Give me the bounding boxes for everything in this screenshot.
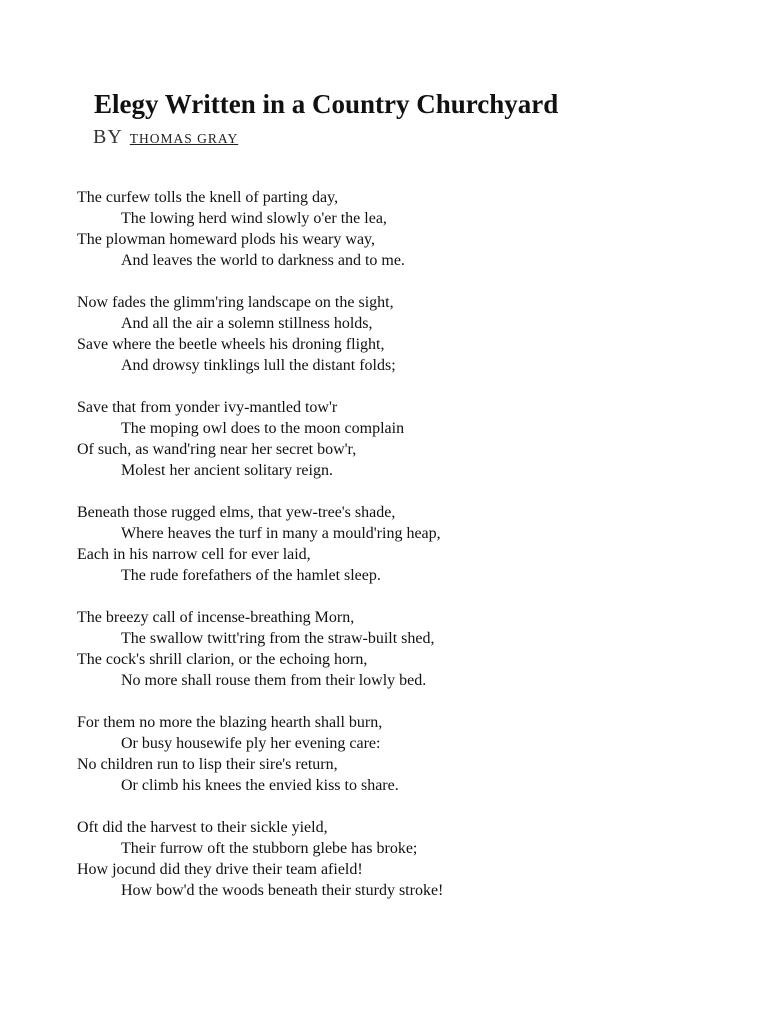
poem-line: The lowing herd wind slowly o'er the lea, xyxy=(121,210,387,227)
poem-line: Beneath those rugged elms, that yew-tree's shade, xyxy=(77,504,396,521)
poem-line: The breezy call of incense-breathing Morn, xyxy=(77,609,355,626)
poem-line: The cock's shrill clarion, or the echoing horn, xyxy=(77,651,368,668)
poem-body xyxy=(77,187,443,922)
poem-line: Oft did the harvest to their sickle yield, xyxy=(77,819,328,836)
poem-line: The swallow twitt'ring from the straw-built shed, xyxy=(121,630,435,647)
poem-line: Save that from yonder ivy-mantled tow'r xyxy=(77,399,338,416)
poem-line: Or busy housewife ply her evening care: xyxy=(121,735,381,752)
stanza xyxy=(77,187,443,271)
stanza xyxy=(77,502,443,586)
poem-line: Save where the beetle wheels his droning flight, xyxy=(77,336,385,353)
poem-line: And leaves the world to darkness and to me. xyxy=(121,252,405,269)
poem-line: No children run to lisp their sire's return, xyxy=(77,756,338,773)
poem-line: Each in his narrow cell for ever laid, xyxy=(77,546,311,563)
poem-line: Now fades the glimm'ring landscape on the sight, xyxy=(77,294,394,311)
poem-line: Where heaves the turf in many a mould'ring heap, xyxy=(121,525,441,542)
stanza xyxy=(77,712,443,796)
stanza xyxy=(77,607,443,691)
byline-by: BY xyxy=(93,126,123,148)
poem-line: Of such, as wand'ring near her secret bow'r, xyxy=(77,441,357,458)
poem-line: And drowsy tinklings lull the distant folds; xyxy=(121,357,396,374)
poem-line: Molest her ancient solitary reign. xyxy=(121,462,333,479)
poem-line: How bow'd the woods beneath their sturdy stroke! xyxy=(121,882,444,899)
poem-line: How jocund did they drive their team afield! xyxy=(77,861,363,878)
poem-title: Elegy Written in a Country Churchyard xyxy=(94,89,559,119)
stanza xyxy=(77,817,443,901)
poem-line: For them no more the blazing hearth shall burn, xyxy=(77,714,383,731)
poem-line: The plowman homeward plods his weary way, xyxy=(77,231,375,248)
stanza xyxy=(77,292,443,376)
poem-line: No more shall rouse them from their lowly bed. xyxy=(121,672,427,689)
poem-line: Or climb his knees the envied kiss to share. xyxy=(121,777,399,794)
poem-line: The moping owl does to the moon complain xyxy=(121,420,405,437)
stanza xyxy=(77,397,443,481)
poem-line: The rude forefathers of the hamlet sleep. xyxy=(121,567,381,584)
author-link[interactable]: THOMAS GRAY xyxy=(129,131,239,146)
poem-line: The curfew tolls the knell of parting day, xyxy=(77,189,339,206)
poem-line: And all the air a solemn stillness holds, xyxy=(121,315,373,332)
byline xyxy=(93,125,238,151)
poem-line: Their furrow oft the stubborn glebe has broke; xyxy=(121,840,418,857)
